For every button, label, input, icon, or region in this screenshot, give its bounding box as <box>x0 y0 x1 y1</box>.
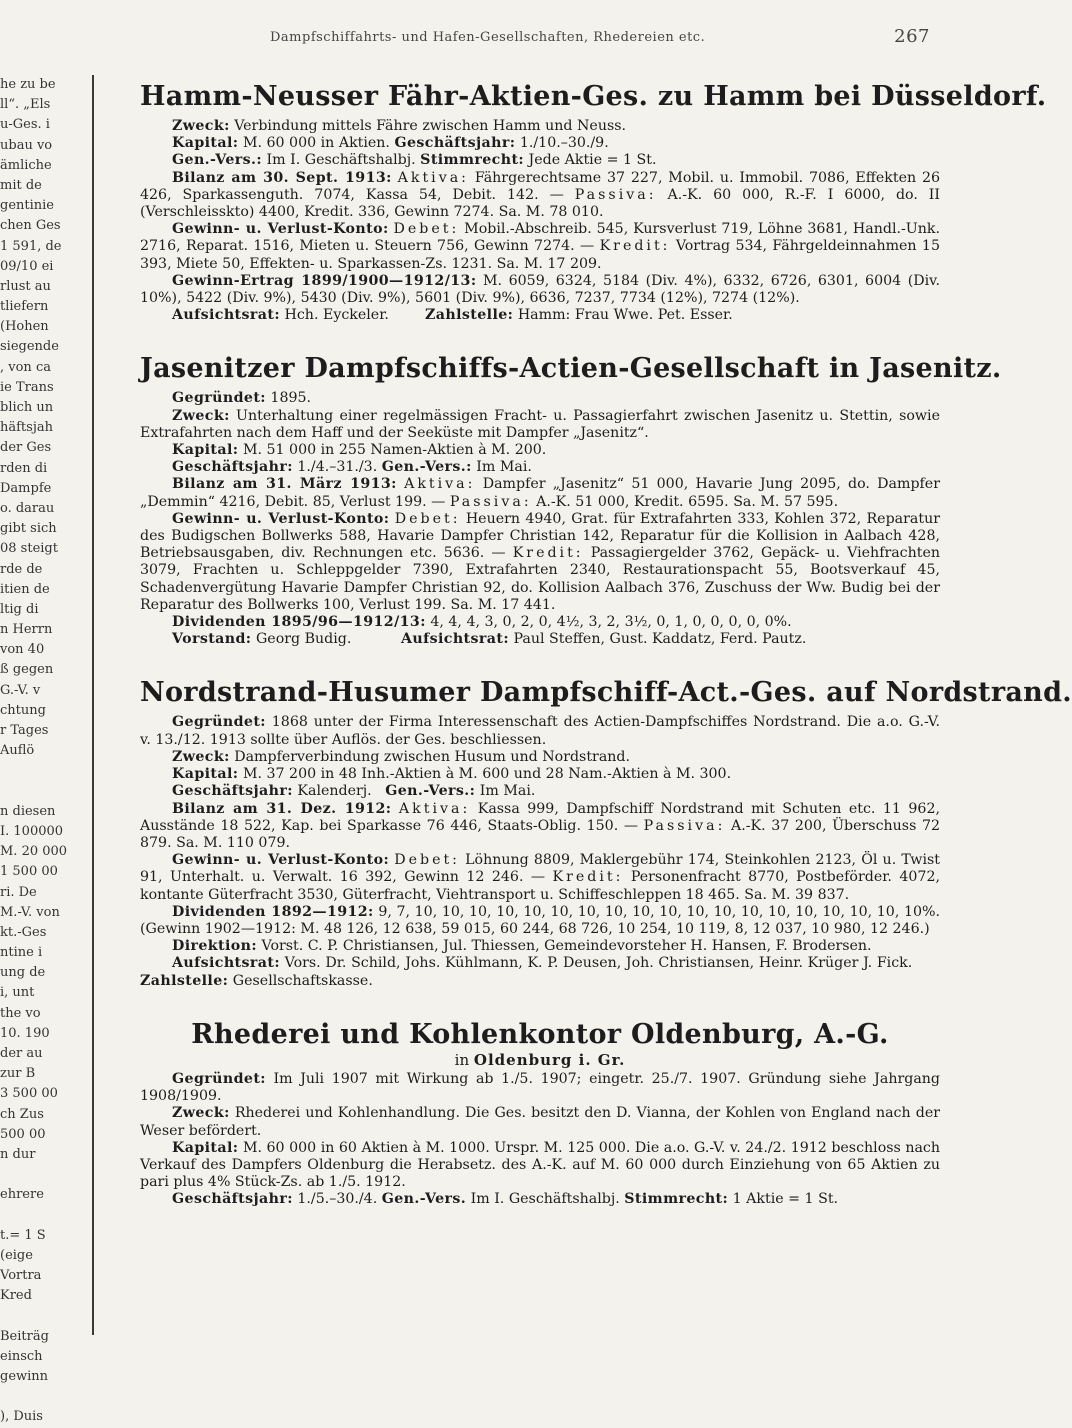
prev-page-line: Vortra <box>0 1268 42 1284</box>
prev-page-line: ß gegen <box>0 662 54 678</box>
prev-page-line: gentinie <box>0 198 54 214</box>
direktion-line: Direktion: Vorst. C. P. Christiansen, Jul. Thiessen, Gemeindevorsteher H. Hansen, F. Brodersen. <box>172 938 872 955</box>
prev-page-line: Beiträg <box>0 1328 49 1344</box>
kapital-line: Kapital: M. 60 000 in 60 Aktien à M. 1000. Urspr. M. 125 000. Die a.o. G.-V. v. 24./2. 1912 beschloss nach Verkauf des Dampfers Oldenburg die Herabsetz. des A.-K. auf M. 60 000 durch Einziehung von 65 Aktien zu pari plus 4% Stück-Zs. ab 1./5. 1912. <box>140 1139 941 1191</box>
prev-page-line: ämliche <box>0 157 52 173</box>
prev-page-line: chtung <box>0 702 46 718</box>
prev-page-line: u-Ges. i <box>0 117 50 133</box>
prev-page-line: o. darau <box>0 500 55 516</box>
guv-paragraph: Gewinn- u. Verlust-Konto: Debet: Mobil.-Abschreib. 545, Kursverlust 719, Löhne 3681, Handl.-Unk. 2716, Reparat. 1516, Mieten u. Steuern 756, Gewinn 7274. — Kredit: Vortrag 534, Fährgeldeinnahmen 15 393, Miete 50, Effekten- u. Sparkassen-Zs. 1231. Sa. M. 17 209. <box>140 221 941 272</box>
entry-title: Jasenitzer Dampfschiffs-Actien-Gesellschaft in Jasenitz. <box>140 353 1002 385</box>
prev-page-line: einsch <box>0 1348 43 1364</box>
prev-page-line: 09/10 ei <box>0 258 54 274</box>
dividenden-paragraph: Dividenden 1892—1912: 9, 7, 10, 10, 10, 10, 10, 10, 10, 10, 10, 10, 10, 10, 10, 10, 10, 10, 10, 10, 10%. (Gewinn 1902—1912: M. 48 126, 12 638, 59 015, 60 244, 68 726, 10 254, 10 119, 8, 12 037, 10 980, 12 246.) <box>140 903 940 937</box>
prev-page-line: mit de <box>0 177 42 193</box>
guv-paragraph: Gewinn- u. Verlust-Konto: Debet: Heuern 4940, Grat. für Extrafahrten 333, Kohlen 372, Reparatur des Budigschen Bollwerks 588, Havarie Dampfer Christian 142, Reparatur für die Kollision in Aalbach 428, Betriebsausgaben, div. Rechnungen etc. 5636. — Kredit: Passagiergelder 3762, Gepäck- u. Viehfrachten 3079, Frachten u. Schleppgelder 7390, Extrafahrten 2340, Restaurationspacht 55, Bootsverkauf 45, Schadenvergütung Havarie Dampfer Christian 92, do. Kollision Aalbach 376, Zuschuss der Ww. Budig bei der Reparatur des Bollwerks 100, Verlust 199. Sa. M. 17 441. <box>140 510 941 613</box>
prev-page-line: von 40 <box>0 642 45 658</box>
prev-page-line: ri. De <box>0 884 37 900</box>
prev-page-line: t.= 1 S <box>0 1227 46 1243</box>
prev-page-line: (eige <box>0 1247 33 1263</box>
entry-oldenburg <box>140 1018 940 1209</box>
bilanz-paragraph: Bilanz am 31. Dez. 1912: Aktiva: Kassa 999, Dampfschiff Nordstrand mit Schuten etc. 11 962, Ausstände 18 522, Kap. bei Sparkasse 76 446, Staats-Oblig. 150. — Passiva: A.-K. 37 200, Überschuss 72 879. Sa. M. 110 079. <box>140 800 941 851</box>
prev-page-line <box>0 1306 92 1326</box>
prev-page-line <box>0 761 92 781</box>
prev-page-line: ung de <box>0 965 46 981</box>
prev-page-line: gibt sich <box>0 521 57 537</box>
vorstand-line: Vorstand: Georg Budig. Aufsichtsrat: Paul Steffen, Gust. Kaddatz, Ferd. Pautz. <box>172 631 807 648</box>
guv-paragraph: Gewinn- u. Verlust-Konto: Debet: Löhnung 8809, Maklergebühr 174, Steinkohlen 2123, Öl u. Twist 91, Unterhalt. u. Verwalt. 16 392, Gewinn 12 246. — Kredit: Personenfracht 8770, Postbeförder. 4072, kontante Güterfracht 3530, Güterfracht, Viehtransport u. Schiffeschleppen 18 465. Sa. M. 39 837. <box>140 852 940 903</box>
prev-page-line: 1 591, de <box>0 238 62 254</box>
prev-page-line: ie Trans <box>0 379 54 395</box>
bilanz-paragraph: Bilanz am 31. März 1913: Aktiva: Dampfer „Jasenitz“ 51 000, Havarie Jung 2095, do. Dampfer „Demmin“ 4216, Debit. 85, Verlust 199. — Passiva: A.-K. 51 000, Kredit. 6595. Sa. M. 57 595. <box>140 476 940 510</box>
prev-page-line: itien de <box>0 581 50 597</box>
prev-page-line: ch Zus <box>0 1106 44 1122</box>
zweck-line: Zweck: Rhederei und Kohlenhandlung. Die Ges. besitzt den D. Vianna, der Kohlen von England nach der Weser befördert. <box>140 1105 940 1139</box>
entry-nordstrand <box>140 676 1072 989</box>
entry-title: Nordstrand-Husumer Dampfschiff-Act.-Ges. auf Nordstrand. <box>140 677 1072 709</box>
zweck-line: Zweck: Unterhaltung einer regelmässigen Fracht- u. Passagierfahrt zwischen Jasenitz u. Stettin, sowie Extrafahrten nach dem Haff und der Seeküste mit Dampfer „Jasenitz“. <box>140 407 940 441</box>
kapital-line: Kapital: M. 51 000 in 255 Namen-Aktien à M. 200. <box>172 442 547 459</box>
prev-page-line: n Herrn <box>0 622 53 638</box>
prev-page-line: siegende <box>0 339 59 355</box>
prev-page-line: blich un <box>0 400 54 415</box>
entry-subtitle: in Oldenburg i. Gr. <box>454 1050 626 1069</box>
prev-page-line: 3 500 00 <box>0 1086 58 1102</box>
prev-page-line: r Tages <box>0 723 49 738</box>
prev-page-line: der au <box>0 1046 43 1061</box>
aufsichtsrat-line: Aufsichtsrat: Hch. Eyckeler. Zahlstelle: Hamm: Frau Wwe. Pet. Esser. <box>172 307 733 324</box>
zweck-line: Zweck: Verbindung mittels Fähre zwischen Hamm und Neuss. <box>172 118 627 134</box>
running-title: Dampfschiffahrts- und Hafen-Gesellschaften, Rhedereien etc. <box>270 30 706 45</box>
prev-page-line: 1 500 00 <box>0 864 58 880</box>
genvers-line: Gen.-Vers.: Im I. Geschäftshalbj. Stimmrecht: Jede Aktie = 1 St. <box>172 152 657 169</box>
kapital-line: Kapital: M. 60 000 in Aktien. Geschäftsjahr: 1./10.–30./9. <box>172 135 609 152</box>
prev-page-line: ), Duis <box>0 1409 43 1425</box>
prev-page-line <box>0 782 92 802</box>
prev-page-line: kt.-Ges <box>0 924 47 940</box>
gegruendet-line: Gegründet: 1868 unter der Firma Interessenschaft des Actien-Dampfschiffes Nordstrand. Die a.o. G.-V. v. 13./12. 1913 sollte über Auflös. der Ges. beschliessen. <box>140 714 940 748</box>
prev-page-line: M.-V. von <box>0 904 60 920</box>
kapital-line: Kapital: M. 37 200 in 48 Inh.-Aktien à M. 600 und 28 Nam.-Aktien à M. 300. <box>172 766 732 783</box>
gegruendet-line: Gegründet: Im Juli 1907 mit Wirkung ab 1./5. 1907; eingetr. 25./7. 1907. Gründung siehe Jahrgang 1908/1909. <box>140 1070 940 1105</box>
prev-page-line: rlust au <box>0 278 51 294</box>
gegruendet-line: Gegründet: 1895. <box>172 390 312 407</box>
prev-page-line: the vo <box>0 1005 41 1021</box>
ertrag-paragraph: Gewinn-Ertrag 1899/1900—1912/13: M. 6059, 6324, 5184 (Div. 4%), 6332, 6726, 6301, 6004 (Div. 10%), 5422 (Div. 9%), 5430 (Div. 9%), 5601 (Div. 9%), 6636, 7237, 7734 (12%), 7274 (12%). <box>140 272 940 307</box>
prev-page-line: Kred <box>0 1288 32 1304</box>
entry-title: Rhederei und Kohlenkontor Oldenburg, A.-G. <box>191 1018 889 1050</box>
geschaeftsjahr-line: Geschäftsjahr: 1./4.–31./3. Gen.-Vers.: Im Mai. <box>172 459 532 476</box>
previous-page-fragment <box>0 75 94 1425</box>
prev-page-line: 08 steigt <box>0 541 58 557</box>
prev-page-line: gewinn <box>0 1369 49 1384</box>
prev-page-line: ehrere <box>0 1187 44 1203</box>
prev-page-line: (Hohen <box>0 319 49 335</box>
prev-page-line: ll“. „Els <box>0 97 51 113</box>
running-header <box>270 26 930 47</box>
prev-page-line: zur B <box>0 1066 36 1082</box>
aufsichtsrat-line: Aufsichtsrat: Vors. Dr. Schild, Johs. Kühlmann, K. P. Deusen, Joh. Christiansen, Heinr. Krüger J. Fick. Zahlstelle: Gesellschaftskasse. <box>140 955 913 989</box>
entry-title: Hamm-Neusser Fähr-Aktien-Ges. zu Hamm bei Düsseldorf. <box>140 81 1047 112</box>
prev-page-line: he zu be <box>0 77 56 92</box>
prev-page-line: 500 00 <box>0 1126 46 1142</box>
prev-page-line: M. 20 000 <box>0 844 68 860</box>
geschaeftsjahr-line: Geschäftsjahr: 1./5.–30./4. Gen.-Vers. Im I. Geschäftshalbj. Stimmrecht: 1 Aktie = 1 St. <box>172 1191 839 1208</box>
prev-page-line: tliefern <box>0 299 49 315</box>
prev-page-line: , von ca <box>0 359 51 375</box>
prev-page-line <box>0 1206 92 1226</box>
prev-page-line: ltig di <box>0 601 39 617</box>
prev-page-line: der Ges <box>0 440 52 456</box>
main-column <box>140 80 1072 1237</box>
prev-page-line: rde de <box>0 561 43 577</box>
prev-page-line: häftsjah <box>0 420 53 436</box>
entry-jasenitz <box>140 352 1002 648</box>
prev-page-line: ubau vo <box>0 137 53 153</box>
prev-page-line: ntine i <box>0 945 43 961</box>
entry-hamm <box>140 80 1047 324</box>
prev-page-line: n dur <box>0 1146 36 1162</box>
zweck-line: Zweck: Dampferverbindung zwischen Husum und Nordstrand. <box>172 748 631 765</box>
prev-page-line: Dampfe <box>0 480 52 496</box>
prev-page-line: Auflö <box>0 743 35 759</box>
prev-page-line: I. 100000 <box>0 823 64 839</box>
prev-page-line: n diesen <box>0 803 56 819</box>
dividenden-line: Dividenden 1895/96—1912/13: 4, 4, 4, 3, 0, 2, 0, 4½, 3, 2, 3½, 0, 1, 0, 0, 0, 0, 0%. <box>172 614 792 631</box>
page-number: 267 <box>894 26 930 47</box>
prev-page-line: rden di <box>0 460 48 476</box>
bilanz-paragraph: Bilanz am 30. Sept. 1913: Aktiva: Fährgerechtsame 37 227, Mobil. u. Immobil. 7086, Effekten 26 426, Sparkassenguth. 7074, Kassa 54, Debit. 142. — Passiva: A.-K. 60 000, R.-F. I 6000, do. II (Verschleisskto) 4400, Kredit. 336, Gewinn 7274. Sa. M. 78 010. <box>140 169 941 221</box>
prev-page-line <box>0 1387 92 1407</box>
prev-page-line: chen Ges <box>0 218 61 234</box>
prev-page-line: G.-V. v <box>0 682 41 698</box>
prev-page-line: 10. 190 <box>0 1025 50 1041</box>
prev-page-line: i, unt <box>0 985 35 1001</box>
geschaeftsjahr-line: Geschäftsjahr: Kalenderj. Gen.-Vers.: Im Mai. <box>172 783 536 800</box>
prev-page-line <box>0 1165 92 1185</box>
